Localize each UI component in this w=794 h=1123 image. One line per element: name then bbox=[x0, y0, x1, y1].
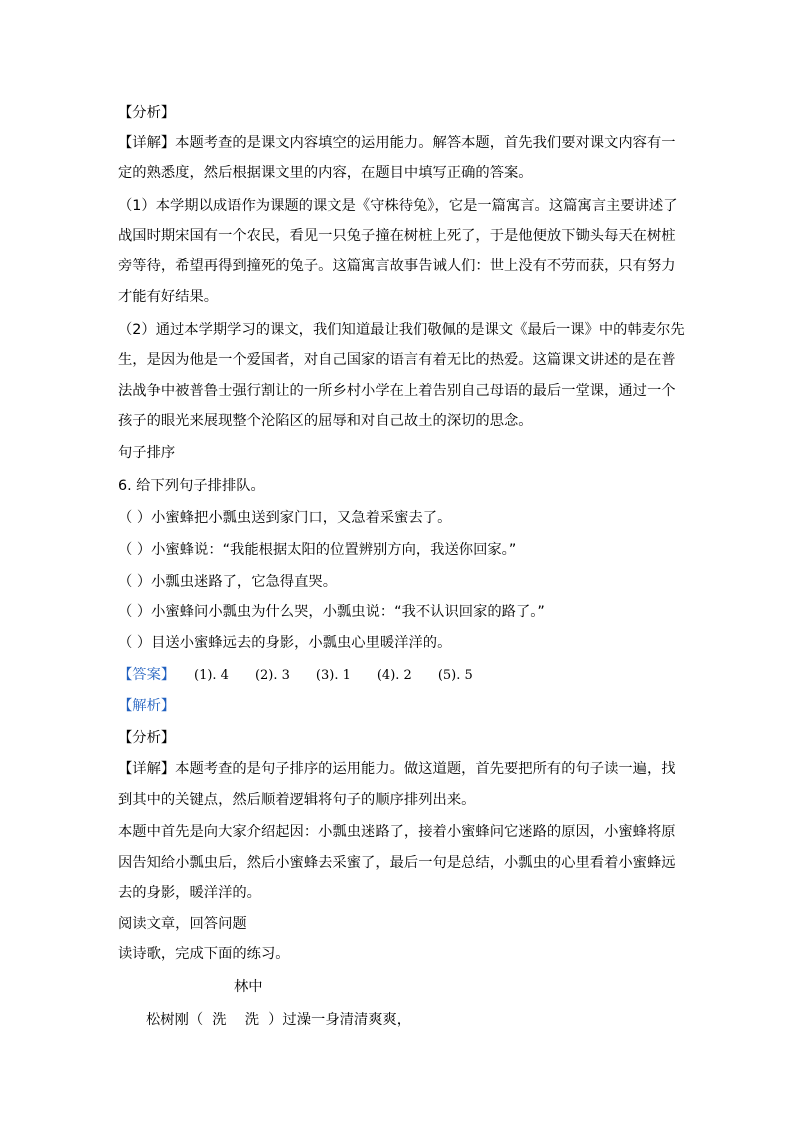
order-item-text-5: 目送小蜜蜂远去的身影，小瓢虫心里暖洋洋的。 bbox=[151, 635, 452, 651]
answer-blank-4[interactable]: （ ） bbox=[118, 604, 152, 620]
analysis-label-2: 【分析】 bbox=[118, 730, 176, 746]
detail-line-2: 定的熟悉度，然后根据课文里的内容，在题目中填写正确的答案。 bbox=[118, 165, 533, 181]
detail-line-8: 生，是因为他是一个爱国者，对自己国家的语言有着无比的热爱。这篇课文讲述的是在普 bbox=[118, 352, 676, 368]
section-title-reading: 阅读文章，回答问题 bbox=[118, 916, 247, 932]
detail-2-line-4: 因告知给小瓢虫后，然后小蜜蜂去采蜜了，最后一句是总结，小瓢虫的心里看着小蜜蜂远 bbox=[118, 855, 676, 871]
poem-title: 林中 bbox=[234, 979, 263, 995]
order-item-text-3: 小瓢虫迷路了，它急得直哭。 bbox=[151, 574, 337, 590]
order-item-2 bbox=[118, 540, 678, 560]
detail-2-line-5: 去的身影，暖洋洋的。 bbox=[118, 885, 261, 901]
detail-line-6: 才能有好结果。 bbox=[118, 289, 219, 305]
answer-row bbox=[118, 665, 678, 686]
answer-3: (3). 1 bbox=[315, 668, 351, 683]
question-6-prompt: 6. 给下列句子排排队。 bbox=[118, 478, 265, 494]
answer-blank-1[interactable]: （ ） bbox=[118, 510, 152, 526]
detail-2-line-1: 【详解】本题考查的是句子排序的运用能力。做这道题，首先要把所有的句子读一遍，找 bbox=[118, 761, 676, 777]
section-title-sentence-order: 句子排序 bbox=[118, 445, 176, 461]
answer-blank-3[interactable]: （ ） bbox=[118, 574, 152, 590]
order-item-text-2: 小蜜蜂说：“我能根据太阳的位置辨别方向，我送你回家。” bbox=[151, 542, 517, 558]
reading-prompt: 读诗歌，完成下面的练习。 bbox=[118, 946, 290, 962]
poem-line-1-end: ）过澡一身清清爽爽， bbox=[268, 1012, 412, 1028]
analysis-header: 【分析】 bbox=[118, 105, 176, 121]
answer-label: 【答案】 bbox=[118, 667, 176, 683]
detail-line-3: （1）本学期以成语作为课题的课文是《守株待兔》，它是一篇寓言。这篇寓言主要讲述了 bbox=[118, 198, 678, 214]
detail-line-7: （2）通过本学期学习的课文，我们知道最让我们敬佩的是课文《最后一课》中的韩麦尔先 bbox=[118, 322, 685, 338]
detail-line-10: 孩子的眼光来展现整个沦陷区的屈辱和对自己故土的深切的思念。 bbox=[118, 413, 533, 429]
order-item-text-4: 小蜜蜂问小瓢虫为什么哭，小瓢虫说：“我不认识回家的路了。” bbox=[151, 604, 545, 620]
explain-label: 【解析】 bbox=[118, 698, 176, 714]
poem-line-1-blank[interactable]: 洗 洗 bbox=[203, 1012, 269, 1028]
detail-2-line-2: 到其中的关键点，然后顺着逻辑将句子的顺序排列出来。 bbox=[118, 792, 476, 808]
order-item-3 bbox=[118, 572, 678, 592]
answer-blank-5[interactable]: （ ） bbox=[118, 635, 152, 651]
answer-4: (4). 2 bbox=[376, 668, 412, 683]
answer-2: (2). 3 bbox=[254, 668, 290, 683]
detail-2-line-3: 本题中首先是向大家介绍起因：小瓢虫迷路了，接着小蜜蜂问它迷路的原因，小蜜蜂将原 bbox=[118, 824, 676, 840]
order-item-text-1: 小蜜蜂把小瓢虫送到家门口，又急着采蜜去了。 bbox=[151, 510, 452, 526]
poem-line-1 bbox=[146, 1010, 411, 1030]
poem-line-1-start: 松树刚（ bbox=[146, 1012, 204, 1028]
answer-5: (5). 5 bbox=[437, 668, 473, 683]
order-item-4 bbox=[118, 602, 678, 622]
detail-line-9: 法战争中被普鲁士强行割让的一所乡村小学在上着告别自己母语的最后一堂课，通过一个 bbox=[118, 383, 676, 399]
answer-blank-2[interactable]: （ ） bbox=[118, 542, 152, 558]
detail-line-5: 旁等待，希望再得到撞死的兔子。这篇寓言故事告诫人们：世上没有不劳而获，只有努力 bbox=[118, 258, 676, 274]
order-item-5 bbox=[118, 633, 678, 653]
order-item-1 bbox=[118, 508, 678, 528]
detail-line-4: 战国时期宋国有一个农民，看见一只兔子撞在树桩上死了，于是他便放下锄头每天在树桩 bbox=[118, 228, 676, 244]
detail-line-1: 【详解】本题考查的是课文内容填空的运用能力。解答本题，首先我们要对课文内容有一 bbox=[118, 135, 676, 151]
answer-1: (1). 4 bbox=[194, 668, 229, 683]
